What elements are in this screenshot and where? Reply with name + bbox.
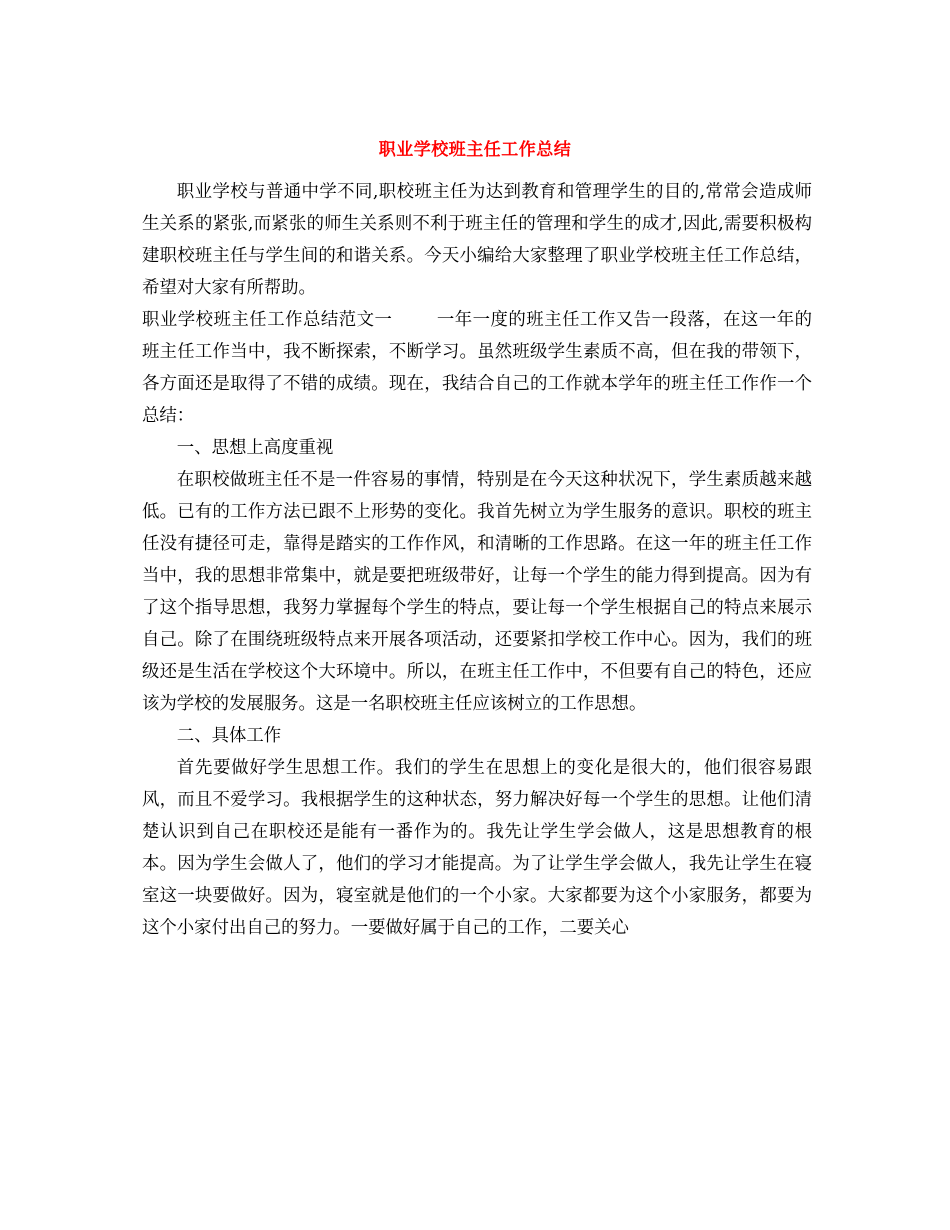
example-label: 职业学校班主任工作总结范文一 (142, 310, 393, 330)
section1-heading: 一、思想上高度重视 (176, 438, 334, 458)
document-title: 职业学校班主任工作总结 (378, 140, 572, 160)
example-paragraph (142, 304, 812, 432)
section2-paragraph: 首先要做好学生思想工作。我们的学生在思想上的变化是很大的，他们很容易跟风，而且不爱学习。我根据学生的这种状态，努力解决好每一个学生的思想。让他们清楚认识到自己在职校还是能有一番作为的。我先让学生学会做人，这是思想教育的根本。因为学生会做人了，他们的学习才能提高。为了让学生学会做人，我先让学生在寝室这一块要做好。因为，寝室就是他们的一个小家。大家都要为这个小家服务，都要为这个小家付出自己的努力。一要做好属于自己的工作，二要关心 (142, 758, 812, 938)
example-text: 一年一度的班主任工作又告一段落，在这一年的班主任工作当中，我不断探索，不断学习。虽然班级学生素质不高，但在我的带领下，各方面还是取得了不错的成绩。现在，我结合自己的工作就本学年的班主任工作作一个总结： (142, 310, 812, 426)
intro-paragraph: 职业学校与普通中学不同,职校班主任为达到教育和管理学生的目的,常常会造成师生关系的紧张,而紧张的师生关系则不利于班主任的管理和学生的成才,因此,需要积极构建职校班主任与学生间的和谐关系。今天小编给大家整理了职业学校班主任工作总结，希望对大家有所帮助。 (142, 182, 812, 298)
section1-paragraph: 在职校做班主任不是一件容易的事情，特别是在今天这种状况下，学生素质越来越低。已有的工作方法已跟不上形势的变化。我首先树立为学生服务的意识。职校的班主任没有捷径可走，靠得是踏实的工作作风，和清晰的工作思路。在这一年的班主任工作当中，我的思想非常集中，就是要把班级带好，让每一个学生的能力得到提高。因为有了这个指导思想，我努力掌握每个学生的特点，要让每一个学生根据自己的特点来展示自己。除了在围绕班级特点来开展各项活动，还要紧扣学校工作中心。因为，我们的班级还是生活在学校这个大环境中。所以，在班主任工作中，不但要有自己的特色，还应该为学校的发展服务。这是一名职校班主任应该树立的工作思想。 (142, 470, 812, 714)
section2-heading: 二、具体工作 (176, 726, 282, 746)
document-body (142, 176, 812, 944)
